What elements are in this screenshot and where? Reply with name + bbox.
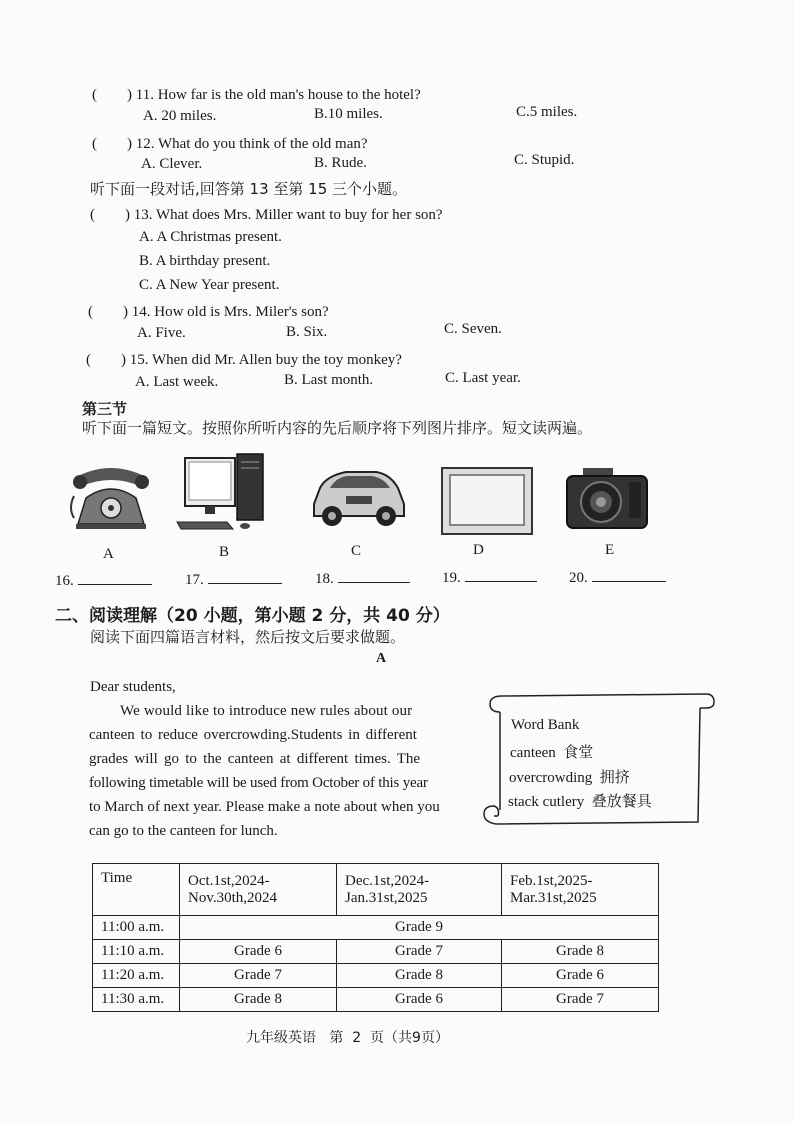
picture-label-d: D — [473, 542, 484, 558]
table-cell: Grade 9 — [180, 916, 659, 940]
car-icon — [306, 460, 411, 537]
blank-number: 17. — [185, 572, 204, 588]
table-cell-time: 11:10 a.m. — [93, 940, 180, 964]
answer-paren[interactable]: ( ) — [92, 87, 132, 103]
table-header-cell: Feb.1st,2025- Mar.31st,2025 — [502, 864, 659, 916]
computer-icon — [175, 450, 275, 537]
option-c: C. Stupid. — [514, 152, 575, 168]
letter-line: We would like to introduce new rules about our — [120, 703, 413, 719]
letter-line: following timetable will be used from October of this year — [89, 775, 428, 791]
letter-greeting: Dear students, — [90, 679, 176, 695]
table-cell: Grade 7 — [337, 940, 502, 964]
option-c: C. Last year. — [445, 370, 521, 386]
blank-line[interactable] — [78, 570, 152, 585]
letter-line: canteen to reduce overcrowding.Students in different — [89, 727, 417, 743]
table-cell-time: 11:20 a.m. — [93, 964, 180, 988]
table-header-cell: Time — [93, 864, 180, 916]
table-cell: Grade 6 — [502, 964, 659, 988]
blank-line[interactable] — [338, 568, 410, 583]
option-c: C. Seven. — [444, 321, 502, 337]
blank-19[interactable] — [442, 567, 537, 587]
page-footer: 九年级英语 第 2 页（共9页） — [246, 1030, 449, 1046]
option-b: B.10 miles. — [314, 106, 383, 122]
answer-paren[interactable]: ( ) — [88, 304, 128, 320]
question-text: 13. What does Mrs. Miller want to buy for her son? — [133, 207, 443, 223]
passage-label: A — [376, 651, 387, 666]
option-b: B. Last month. — [284, 372, 374, 388]
option-a: A. Clever. — [141, 156, 203, 172]
option-b: B. Six. — [286, 324, 328, 340]
blank-20[interactable] — [569, 567, 666, 587]
option-a: A. Five. — [137, 325, 186, 341]
letter-line: to March of next year. Please make a note about when you — [89, 799, 440, 815]
blank-18[interactable] — [315, 568, 410, 588]
section-3-title: 第三节 — [82, 400, 128, 418]
picture-label-e: E — [605, 542, 615, 558]
blank-number: 19. — [442, 570, 461, 586]
table-row — [93, 964, 659, 988]
blank-number: 18. — [315, 571, 334, 587]
option-a: A. 20 miles. — [143, 108, 217, 124]
letter-line: can go to the canteen for lunch. — [89, 823, 278, 839]
option-c: C. A New Year present. — [139, 277, 280, 293]
section-3-instruction: 听下面一篇短文。按照你所听内容的先后顺序将下列图片排序。短文读两遍。 — [82, 419, 593, 437]
table-cell: Grade 6 — [180, 940, 337, 964]
reading-instruction: 阅读下面四篇语言材料，然后按文后要求做题。 — [90, 628, 406, 646]
letter-line: grades will go to the canteen at different times. The — [89, 751, 421, 767]
question-text: 11. How far is the old man's house to the hotel? — [135, 87, 421, 103]
table-header-cell: Dec.1st,2024- Jan.31st,2025 — [337, 864, 502, 916]
answer-paren[interactable]: ( ) — [86, 352, 126, 368]
table-cell: Grade 6 — [337, 988, 502, 1012]
blank-line[interactable] — [592, 567, 666, 582]
word-bank-item: overcrowding 拥挤 — [509, 770, 630, 786]
option-a: A. Last week. — [135, 374, 219, 390]
option-c: C.5 miles. — [516, 104, 578, 120]
table-cell: Grade 8 — [180, 988, 337, 1012]
question-text: 15. When did Mr. Allen buy the toy monkey? — [129, 352, 402, 368]
camera-icon — [563, 458, 651, 539]
blank-16[interactable] — [55, 570, 152, 590]
table-cell: Grade 8 — [502, 940, 659, 964]
table-cell: Grade 8 — [337, 964, 502, 988]
table-cell: Grade 7 — [502, 988, 659, 1012]
question-12 — [92, 132, 368, 153]
blank-number: 16. — [55, 573, 74, 589]
blank-line[interactable] — [465, 567, 537, 582]
option-a: A. A Christmas present. — [139, 229, 282, 245]
question-text: 12. What do you think of the old man? — [135, 136, 368, 152]
word-bank-title: Word Bank — [511, 717, 580, 733]
table-row — [93, 940, 659, 964]
question-text: 14. How old is Mrs. Miler's son? — [131, 304, 329, 320]
question-11 — [92, 83, 421, 104]
table-header-cell: Oct.1st,2024- Nov.30th,2024 — [180, 864, 337, 916]
word-bank-item: stack cutlery 叠放餐具 — [508, 794, 652, 810]
table-row — [93, 988, 659, 1012]
table-cell-time: 11:00 a.m. — [93, 916, 180, 940]
instruction-13-15: 听下面一段对话,回答第 13 至第 15 三个小题。 — [90, 180, 408, 198]
option-b: B. Rude. — [314, 155, 367, 171]
table-cell-time: 11:30 a.m. — [93, 988, 180, 1012]
question-15 — [86, 348, 402, 369]
telephone-icon — [66, 458, 156, 538]
picture-label-b: B — [219, 544, 230, 560]
table-row — [93, 916, 659, 940]
option-b: B. A birthday present. — [139, 253, 271, 269]
question-13 — [90, 203, 443, 224]
table-header-row — [93, 864, 659, 916]
word-bank-item: canteen 食堂 — [510, 745, 594, 761]
picture-label-c: C — [351, 543, 362, 559]
table-cell: Grade 7 — [180, 964, 337, 988]
answer-paren[interactable]: ( ) — [90, 207, 130, 223]
picture-label-a: A — [103, 546, 114, 562]
reading-section-title: 二、阅读理解（20 小题，第小题 2 分，共 40 分） — [55, 606, 450, 626]
canteen-timetable — [92, 863, 659, 1012]
blank-17[interactable] — [185, 569, 282, 589]
question-14 — [88, 300, 329, 321]
blank-number: 20. — [569, 570, 588, 586]
blank-line[interactable] — [208, 569, 282, 584]
answer-paren[interactable]: ( ) — [92, 136, 132, 152]
tv-icon — [440, 466, 534, 541]
